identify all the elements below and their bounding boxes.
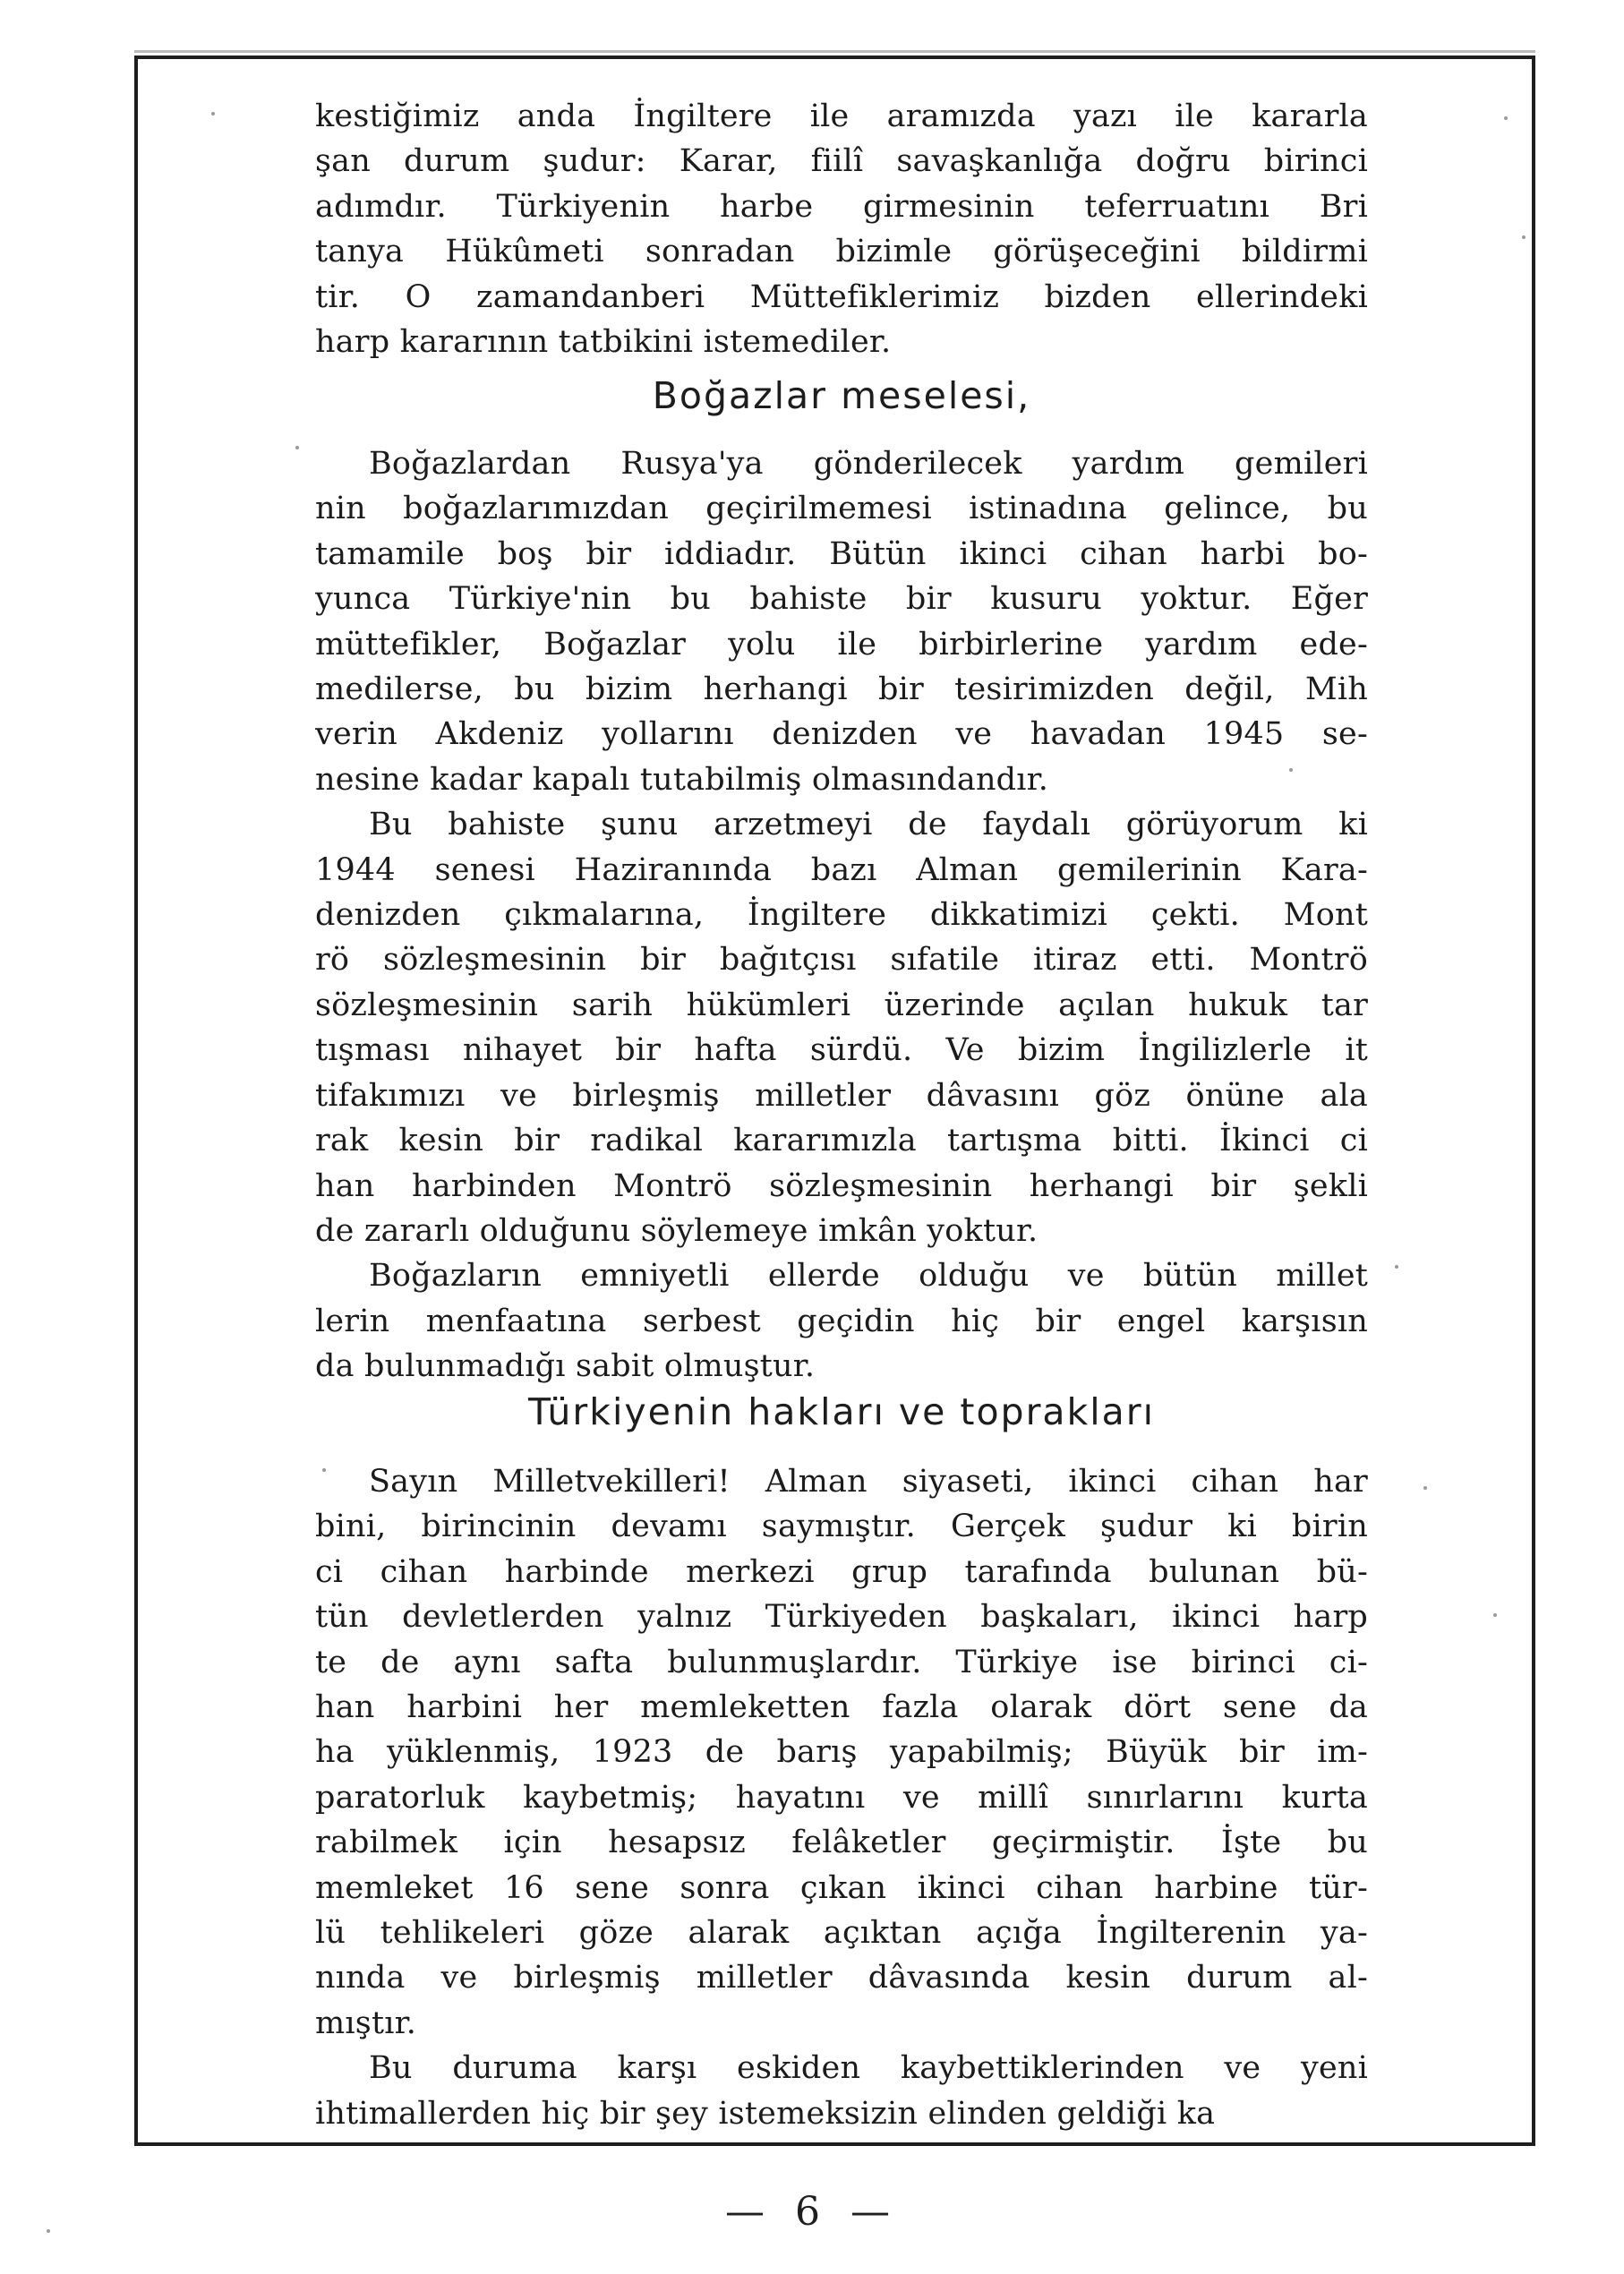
text-line: rabilmek için hesapsız felâketler geçirmiştir. İşte bu xyxy=(315,1825,1368,1861)
text-line: tanya Hükûmeti sonradan bizimle görüşeceğini bildirmi xyxy=(315,234,1368,270)
text-line: Bu bahiste şunu arzetmeyi de faydalı görüyorum ki xyxy=(369,807,1368,843)
text-line: 1944 senesi Haziranında bazı Alman gemilerinin Kara- xyxy=(315,851,1368,888)
text-line: han harbini her memleketten fazla olarak dört sene da xyxy=(315,1689,1368,1726)
text-line: mıştır. xyxy=(315,2005,417,2041)
text-line: lerin menfaatına serbest geçidin hiç bir engel karşısın xyxy=(315,1303,1368,1339)
scan-speck xyxy=(1395,1265,1398,1269)
scan-speck xyxy=(1493,1613,1497,1617)
scan-speck xyxy=(322,1468,326,1472)
scan-speck xyxy=(1289,768,1293,772)
text-line: paratorluk kaybetmiş; hayatını ve millî sınırlarını kurta xyxy=(315,1779,1368,1816)
text-line: rak kesin bir radikal kararımızla tartışma bitti. İkinci ci xyxy=(315,1123,1368,1159)
text-line: sözleşmesinin sarih hükümleri üzerinde açılan hukuk tar xyxy=(315,987,1368,1023)
text-line: de zararlı olduğunu söylemeye imkân yoktur. xyxy=(315,1212,1039,1249)
text-line: tün devletlerden yalnız Türkiyeden başkaları, ikinci harp xyxy=(315,1599,1368,1636)
text-line: te de aynı safta bulunmuşlardır. Türkiye ise birinci ci- xyxy=(315,1644,1368,1680)
section-heading-turkiyenin-haklari: Türkiyenin hakları ve toprakları xyxy=(527,1390,1156,1433)
text-line: lü tehlikeleri göze alarak açıktan açığa İngilterenin ya- xyxy=(315,1915,1368,1952)
text-line: Bu duruma karşı eskiden kaybettiklerinden ve yeni xyxy=(369,2050,1368,2087)
text-line: denizden çıkmalarına, İngiltere dikkatimizi çekti. Mont xyxy=(315,897,1368,934)
page-number: — 6 — xyxy=(725,2189,899,2235)
paragraph-block-bogazlar xyxy=(315,441,1368,1389)
text-line: kestiğimiz anda İngiltere ile aramızda yazı ile kararla xyxy=(315,98,1368,134)
text-line: verin Akdeniz yollarını denizden ve havadan 1945 se- xyxy=(315,716,1368,753)
text-line: tışması nihayet bir hafta sürdü. Ve bizim İngilizlerle it xyxy=(315,1032,1368,1069)
text-line: han harbinden Montrö sözleşmesinin herhangi bir şekli xyxy=(315,1167,1368,1204)
text-line: Sayın Milletvekilleri! Alman siyaseti, ikinci cihan har xyxy=(369,1464,1368,1500)
paragraph-block-haklar xyxy=(315,1459,1368,2136)
scan-speck xyxy=(295,446,299,449)
text-line: şan durum şudur: Karar, fiilî savaşkanlığa doğru birinci xyxy=(315,143,1368,180)
text-line: nında ve birleşmiş milletler dâvasında kesin durum al- xyxy=(315,1960,1368,1996)
text-line: medilerse, bu bizim herhangi bir tesirimizden değil, Mih xyxy=(315,671,1368,708)
text-line: tir. O zamandanberi Müttefiklerimiz bizden ellerindeki xyxy=(315,278,1368,315)
scan-speck xyxy=(1522,235,1526,239)
scan-speck xyxy=(1423,1486,1427,1490)
paragraph-block-intro xyxy=(315,94,1368,364)
text-line: ihtimallerden hiç bir şey istemeksizin elinden geldiği ka xyxy=(315,2095,1216,2132)
text-line: adımdır. Türkiyenin harbe girmesinin teferruatını Bri xyxy=(315,188,1368,225)
text-line: ha yüklenmiş, 1923 de barış yapabilmiş; Büyük bir im- xyxy=(315,1734,1368,1771)
text-line: harp kararının tatbikini istemediler. xyxy=(315,324,892,361)
scan-speck xyxy=(47,2229,50,2233)
scan-speck xyxy=(211,112,215,115)
text-line: tamamile boş bir iddiadır. Bütün ikinci cihan harbi bo- xyxy=(315,535,1368,572)
text-line: da bulunmadığı sabit olmuştur. xyxy=(315,1348,816,1385)
text-line: tifakımızı ve birleşmiş milletler dâvasını göz önüne ala xyxy=(315,1077,1368,1114)
text-line: rö sözleşmesinin bir bağıtçısı sıfatile itiraz etti. Montrö xyxy=(315,942,1368,979)
text-line: nin boğazlarımızdan geçirilmemesi istinadına gelince, bu xyxy=(315,491,1368,527)
text-line: müttefikler, Boğazlar yolu ile birbirlerine yardım ede- xyxy=(315,626,1368,663)
text-line: yunca Türkiye'nin bu bahiste bir kusuru yoktur. Eğer xyxy=(315,581,1368,618)
text-line: nesine kadar kapalı tutabilmiş olmasındandır. xyxy=(315,761,1049,798)
page-frame-top-edge xyxy=(134,50,1535,53)
text-line: Boğazların emniyetli ellerde olduğu ve bütün millet xyxy=(369,1258,1368,1295)
section-heading-bogazlar: Boğazlar meselesi, xyxy=(652,374,1031,417)
text-line: bini, birincinin devamı saymıştır. Gerçek şudur ki birin xyxy=(315,1509,1368,1545)
text-line: Boğazlardan Rusya'ya gönderilecek yardım gemileri xyxy=(369,446,1368,482)
text-line: ci cihan harbinde merkezi grup tarafında bulunan bü- xyxy=(315,1553,1368,1590)
text-line: memleket 16 sene sonra çıkan ikinci cihan harbine tür- xyxy=(315,1869,1368,1906)
scan-speck xyxy=(1504,116,1508,120)
